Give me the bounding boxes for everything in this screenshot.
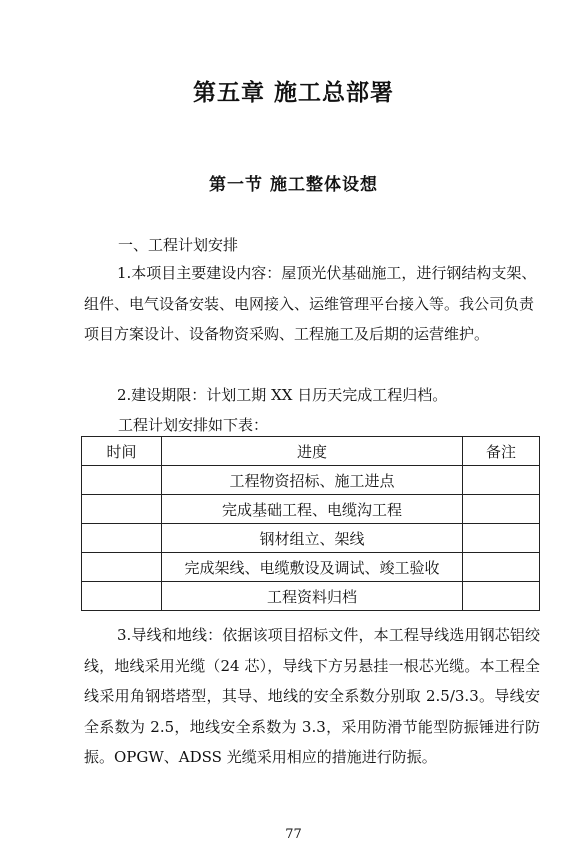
cell-progress: 完成基础工程、电缆沟工程 (162, 495, 463, 524)
cell-progress: 工程资料归档 (162, 582, 463, 611)
cell-remark (463, 495, 540, 524)
table-row (82, 553, 540, 582)
table-row (82, 466, 540, 495)
paragraph-construction-content: 1.本项目主要建设内容：屋顶光伏基础施工，进行钢结构支架、组件、电气设备安装、电网接入、运维管理平台接入等。我公司负责项目方案设计、设备物资采购、工程施工及后期的运营维护。 (84, 264, 537, 343)
cell-time (82, 582, 162, 611)
paragraph-conductor-ground-wire: 3.导线和地线：依据该项目招标文件，本工程导线选用钢芯铝绞线，地线采用光缆（24 芯），导线下方另悬挂一根芯光缆。本工程全线采用角钢塔塔型，其导、地线的安全系数分别取 2.5/3.3。导线安全系数为 2.5，地线安全系数为 3.3，采用防滑节能型防振锤进行防振。OPGW、ADSS 光缆采用相应的措施进行防振。 (84, 626, 540, 766)
header-remark: 备注 (463, 437, 540, 466)
paragraph-construction-period: 2.建设期限：计划工期 XX 日历天完成工程归档。 (117, 386, 448, 404)
chapter-title: 第五章 施工总部署 (192, 80, 394, 106)
header-time: 时间 (82, 437, 162, 466)
cell-time (82, 524, 162, 553)
heading-work-plan: 一、工程计划安排 (118, 236, 239, 254)
table-row (82, 524, 540, 553)
cell-progress: 工程物资招标、施工进点 (162, 466, 463, 495)
cell-time (82, 466, 162, 495)
cell-remark (463, 553, 540, 582)
cell-time (82, 553, 162, 582)
cell-progress: 钢材组立、架线 (162, 524, 463, 553)
cell-remark (463, 466, 540, 495)
work-plan-table (81, 436, 540, 611)
cell-remark (463, 582, 540, 611)
cell-progress: 完成架线、电缆敷设及调试、竣工验收 (162, 553, 463, 582)
section-title: 第一节 施工整体设想 (209, 175, 378, 195)
table-header-row (82, 437, 540, 466)
table-intro: 工程计划安排如下表： (118, 416, 269, 434)
cell-time (82, 495, 162, 524)
header-progress: 进度 (162, 437, 463, 466)
page-number: 77 (285, 827, 302, 842)
table-row (82, 495, 540, 524)
table-row (82, 582, 540, 611)
cell-remark (463, 524, 540, 553)
